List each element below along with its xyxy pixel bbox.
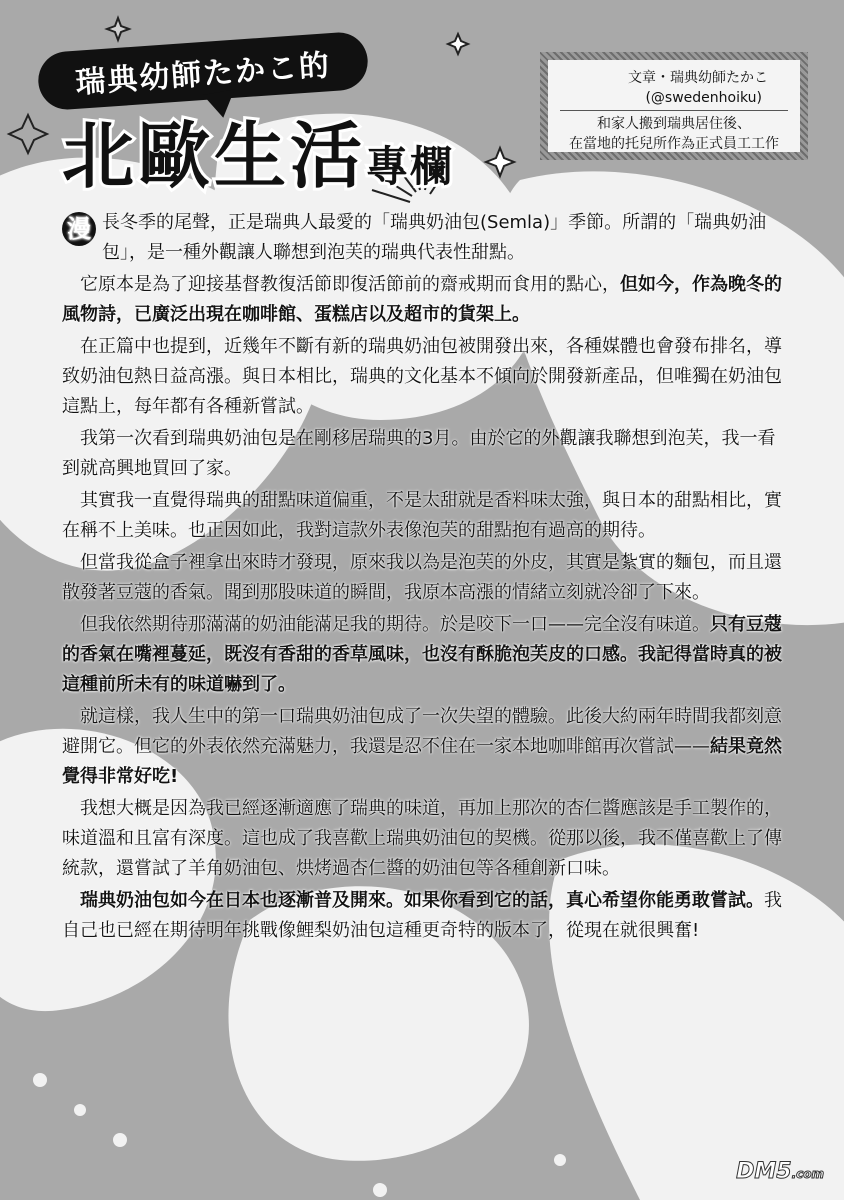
column-subtitle: 瑞典幼師たかこ的 bbox=[74, 48, 333, 101]
paragraph-5 bbox=[62, 486, 786, 546]
column-title-small: 專欄 bbox=[366, 142, 455, 191]
paragraph-1 bbox=[62, 208, 786, 268]
paragraph-9 bbox=[62, 794, 786, 884]
watermark-suffix: .com bbox=[791, 1167, 824, 1181]
article-body bbox=[62, 208, 786, 948]
paragraph-2 bbox=[62, 270, 786, 330]
paragraph-text: 它原本是為了迎接基督教復活節即復活節前的齋戒期而食用的點心， bbox=[80, 274, 620, 295]
column-title-main: 北歐生活 bbox=[62, 113, 367, 198]
paragraph-4 bbox=[62, 424, 786, 484]
paragraph-text: 我第一次看到瑞典奶油包是在剛移居瑞典的3月。由於它的外觀讓我聯想到泡芙，我一看到就高興地買回了家。 bbox=[62, 428, 776, 479]
paragraph-7 bbox=[62, 610, 786, 700]
paragraph-text: 其實我一直覺得瑞典的甜點味道偏重，不是太甜就是香料味太強，與日本的甜點相比，實在稱不上美味。也正因如此，我對這款外表像泡芙的甜點抱有過高的期待。 bbox=[62, 490, 782, 541]
paragraph-text: 我自己也已經在期待明年挑戰像鯉梨奶油包這種更奇特的版本了，從現在就很興奮! bbox=[62, 890, 782, 941]
paragraph-emphasis: 瑞典奶油包如今在日本也逐漸普及開來。如果你看到它的話，真心希望你能勇敢嘗試。 bbox=[80, 890, 764, 911]
paragraph-text: 但當我從盒子裡拿出來時才發現，原來我以為是泡芙的外皮，其實是紮實的麵包，而且還散發著豆蔻的香氣。聞到那股味道的瞬間，我原本高漲的情緒立刻就冷卻了下來。 bbox=[62, 552, 782, 603]
paragraph-text: 在正篇中也提到，近幾年不斷有新的瑞典奶油包被開發出來，各種媒體也會發布排名，導致奶油包熱日益高漲。與日本相比，瑞典的文化基本不傾向於開發新產品，但唯獨在奶油包這點上，每年都有各種新嘗試。 bbox=[62, 336, 782, 417]
drop-cap-badge: 漫 bbox=[62, 212, 96, 246]
paragraph-emphasis: 只有豆蔻的香氣在嘴裡蔓延，既沒有香甜的香草風味，也沒有酥脆泡芙皮的口感。我記得當時真的被這種前所未有的味道嚇到了。 bbox=[62, 614, 782, 695]
paragraph-emphasis: 結果竟然覺得非常好吃! bbox=[62, 736, 782, 787]
paragraph-emphasis: 但如今，作為晚冬的風物詩，已廣泛出現在咖啡館、蛋糕店以及超市的貨架上。 bbox=[62, 274, 782, 325]
author-info-box bbox=[540, 52, 808, 160]
author-credit: 文章・瑞典幼師たかこ bbox=[628, 70, 768, 86]
author-bio-line2: 在當地的托兒所作為正式員工工作 bbox=[569, 136, 779, 152]
site-watermark bbox=[736, 1159, 824, 1184]
paragraph-8 bbox=[62, 702, 786, 792]
paragraph-10 bbox=[62, 886, 786, 946]
paragraph-6 bbox=[62, 548, 786, 608]
author-handle: (@swedenhoiku) bbox=[560, 88, 788, 111]
author-bio-line1: 和家人搬到瑞典居住後、 bbox=[597, 116, 751, 132]
paragraph-text: 我想大概是因為我已經逐漸適應了瑞典的味道，再加上那次的杏仁醬應該是手工製作的，味道溫和且富有深度。這也成了我喜歡上瑞典奶油包的契機。從那以後，我不僅喜歡上了傳統款，還嘗試了羊角奶油包、烘烤過杏仁醬的奶油包等各種創新口味。 bbox=[62, 798, 782, 879]
paragraph-text: 長冬季的尾聲，正是瑞典人最愛的「瑞典奶油包(Semla)」季節。所謂的「瑞典奶油包」，是一種外觀讓人聯想到泡芙的瑞典代表性甜點。 bbox=[102, 212, 767, 263]
paragraph-text: 就這樣，我人生中的第一口瑞典奶油包成了一次失望的體驗。此後大約兩年時間我都刻意避開它。但它的外表依然充滿魅力，我還是忍不住在一家本地咖啡館再次嘗試—— bbox=[62, 706, 782, 757]
watermark-logo: DM5 bbox=[736, 1159, 792, 1184]
column-title bbox=[62, 98, 454, 202]
paragraph-text: 但我依然期待那滿滿的奶油能滿足我的期待。於是咬下一口——完全沒有味道。 bbox=[80, 614, 710, 635]
paragraph-3 bbox=[62, 332, 786, 422]
author-info-inner bbox=[548, 60, 800, 152]
